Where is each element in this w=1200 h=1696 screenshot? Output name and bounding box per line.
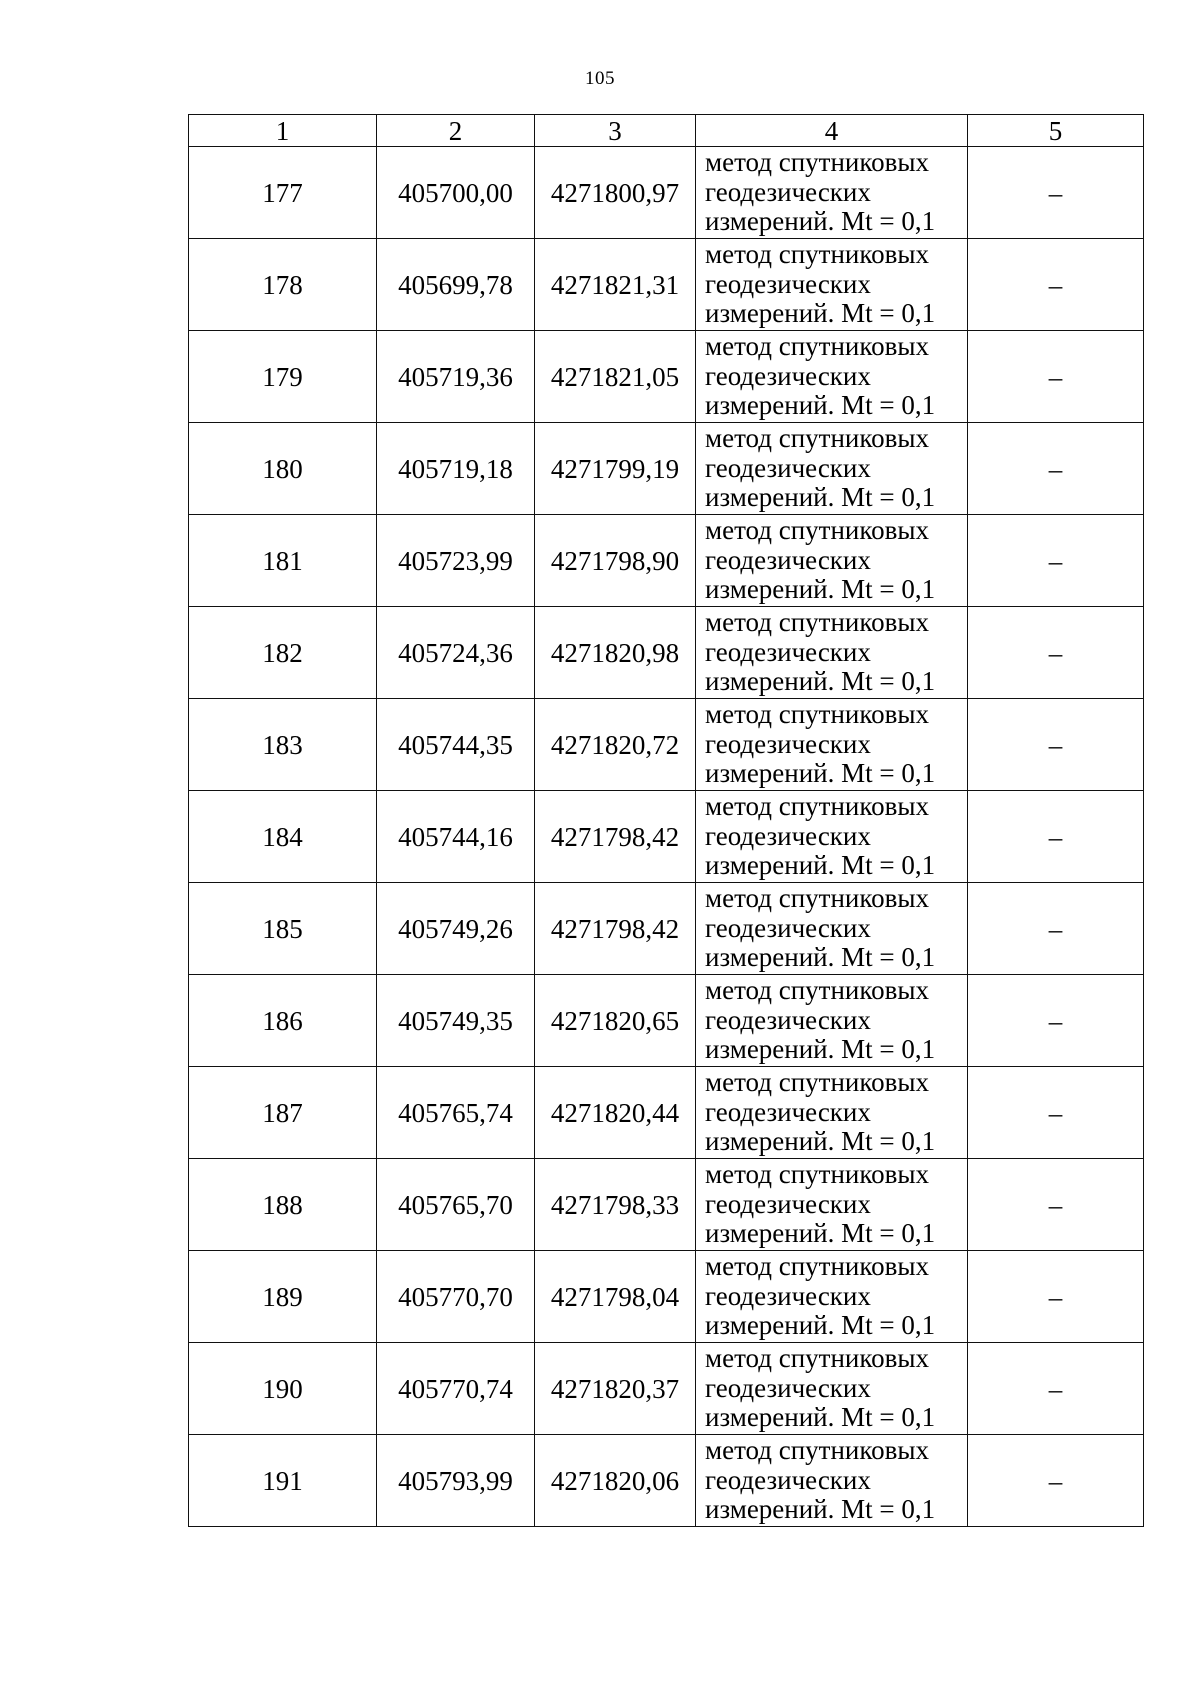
y-coordinate-cell: 4271798,04 <box>535 1251 696 1343</box>
method-cell <box>696 1343 968 1435</box>
x-coordinate-cell: 405700,00 <box>377 147 535 239</box>
method-text-line: геодезических <box>705 728 871 759</box>
table-row <box>189 1435 1144 1527</box>
method-text-line: измерений. Mt = 0,1 <box>705 206 936 237</box>
method-text-line: геодезических <box>705 1280 871 1311</box>
method-cell <box>696 1251 968 1343</box>
method-text-line: метод спутниковых <box>705 239 929 270</box>
method-text-line: метод спутниковых <box>705 515 929 546</box>
x-coordinate-cell: 405770,74 <box>377 1343 535 1435</box>
method-text-line: измерений. Mt = 0,1 <box>705 574 936 605</box>
point-number-cell: 178 <box>189 239 377 331</box>
method-text-line: измерений. Mt = 0,1 <box>705 850 936 881</box>
x-coordinate-cell: 405744,16 <box>377 791 535 883</box>
method-text-line: измерений. Mt = 0,1 <box>705 1310 936 1341</box>
y-coordinate-cell: 4271799,19 <box>535 423 696 515</box>
y-coordinate-cell: 4271821,05 <box>535 331 696 423</box>
description-cell: – <box>968 1435 1144 1527</box>
method-text-line: метод спутниковых <box>705 607 929 638</box>
y-coordinate-cell: 4271798,42 <box>535 883 696 975</box>
description-cell: – <box>968 883 1144 975</box>
x-coordinate-cell: 405749,35 <box>377 975 535 1067</box>
y-coordinate-cell: 4271798,33 <box>535 1159 696 1251</box>
column-header-5: 5 <box>968 115 1144 147</box>
column-header-2: 2 <box>377 115 535 147</box>
method-cell <box>696 515 968 607</box>
point-number-cell: 187 <box>189 1067 377 1159</box>
method-text-line: геодезических <box>705 452 871 483</box>
method-cell <box>696 1159 968 1251</box>
method-text-line: геодезических <box>705 360 871 391</box>
x-coordinate-cell: 405793,99 <box>377 1435 535 1527</box>
method-cell <box>696 331 968 423</box>
x-coordinate-cell: 405723,99 <box>377 515 535 607</box>
y-coordinate-cell: 4271820,06 <box>535 1435 696 1527</box>
point-number-cell: 184 <box>189 791 377 883</box>
method-text-line: метод спутниковых <box>705 1067 929 1098</box>
description-cell: – <box>968 975 1144 1067</box>
point-number-cell: 185 <box>189 883 377 975</box>
description-cell: – <box>968 1251 1144 1343</box>
method-text-line: метод спутниковых <box>705 423 929 454</box>
table-row <box>189 975 1144 1067</box>
point-number-cell: 188 <box>189 1159 377 1251</box>
method-text-line: геодезических <box>705 1004 871 1035</box>
method-text-line: геодезических <box>705 176 871 207</box>
table-row <box>189 239 1144 331</box>
description-cell: – <box>968 515 1144 607</box>
description-cell: – <box>968 1343 1144 1435</box>
point-number-cell: 183 <box>189 699 377 791</box>
method-text-line: измерений. Mt = 0,1 <box>705 942 936 973</box>
x-coordinate-cell: 405744,35 <box>377 699 535 791</box>
description-cell: – <box>968 423 1144 515</box>
method-text-line: метод спутниковых <box>705 883 929 914</box>
table-header-row <box>189 115 1144 147</box>
description-cell: – <box>968 331 1144 423</box>
method-cell <box>696 607 968 699</box>
method-cell <box>696 883 968 975</box>
method-text-line: геодезических <box>705 636 871 667</box>
method-text-line: измерений. Mt = 0,1 <box>705 1034 936 1065</box>
description-cell: – <box>968 791 1144 883</box>
y-coordinate-cell: 4271820,72 <box>535 699 696 791</box>
method-text-line: геодезических <box>705 912 871 943</box>
table-row <box>189 1067 1144 1159</box>
method-text-line: метод спутниковых <box>705 331 929 362</box>
point-number-cell: 189 <box>189 1251 377 1343</box>
method-text-line: измерений. Mt = 0,1 <box>705 482 936 513</box>
table-row <box>189 1343 1144 1435</box>
method-text-line: измерений. Mt = 0,1 <box>705 666 936 697</box>
method-text-line: геодезических <box>705 1372 871 1403</box>
x-coordinate-cell: 405770,70 <box>377 1251 535 1343</box>
method-text-line: метод спутниковых <box>705 791 929 822</box>
method-cell <box>696 423 968 515</box>
method-text-line: измерений. Mt = 0,1 <box>705 1494 936 1525</box>
description-cell: – <box>968 239 1144 331</box>
table-row <box>189 423 1144 515</box>
page-number: 105 <box>585 68 615 89</box>
method-text-line: измерений. Mt = 0,1 <box>705 1402 936 1433</box>
y-coordinate-cell: 4271820,44 <box>535 1067 696 1159</box>
method-cell <box>696 1435 968 1527</box>
method-text-line: измерений. Mt = 0,1 <box>705 1218 936 1249</box>
method-text-line: геодезических <box>705 1096 871 1127</box>
point-number-cell: 181 <box>189 515 377 607</box>
method-cell <box>696 699 968 791</box>
table-row <box>189 883 1144 975</box>
x-coordinate-cell: 405749,26 <box>377 883 535 975</box>
method-text-line: метод спутниковых <box>705 1159 929 1190</box>
point-number-cell: 190 <box>189 1343 377 1435</box>
point-number-cell: 179 <box>189 331 377 423</box>
method-text-line: метод спутниковых <box>705 699 929 730</box>
coordinates-table <box>188 114 1144 1527</box>
point-number-cell: 182 <box>189 607 377 699</box>
description-cell: – <box>968 699 1144 791</box>
table-row <box>189 607 1144 699</box>
x-coordinate-cell: 405765,70 <box>377 1159 535 1251</box>
y-coordinate-cell: 4271820,98 <box>535 607 696 699</box>
point-number-cell: 177 <box>189 147 377 239</box>
method-text-line: геодезических <box>705 820 871 851</box>
point-number-cell: 191 <box>189 1435 377 1527</box>
y-coordinate-cell: 4271798,90 <box>535 515 696 607</box>
x-coordinate-cell: 405765,74 <box>377 1067 535 1159</box>
method-text-line: измерений. Mt = 0,1 <box>705 1126 936 1157</box>
table-row <box>189 331 1144 423</box>
point-number-cell: 186 <box>189 975 377 1067</box>
description-cell: – <box>968 1067 1144 1159</box>
x-coordinate-cell: 405719,18 <box>377 423 535 515</box>
x-coordinate-cell: 405719,36 <box>377 331 535 423</box>
y-coordinate-cell: 4271798,42 <box>535 791 696 883</box>
method-cell <box>696 791 968 883</box>
method-text-line: геодезических <box>705 268 871 299</box>
method-text-line: метод спутниковых <box>705 1435 929 1466</box>
method-text-line: метод спутниковых <box>705 975 929 1006</box>
table-row <box>189 515 1144 607</box>
method-text-line: измерений. Mt = 0,1 <box>705 390 936 421</box>
table-row <box>189 791 1144 883</box>
method-text-line: геодезических <box>705 544 871 575</box>
table-row <box>189 1159 1144 1251</box>
method-text-line: геодезических <box>705 1188 871 1219</box>
table-row <box>189 147 1144 239</box>
method-cell <box>696 147 968 239</box>
method-text-line: метод спутниковых <box>705 1251 929 1282</box>
method-text-line: метод спутниковых <box>705 147 929 178</box>
description-cell: – <box>968 1159 1144 1251</box>
method-cell <box>696 239 968 331</box>
column-header-1: 1 <box>189 115 377 147</box>
x-coordinate-cell: 405724,36 <box>377 607 535 699</box>
column-header-4: 4 <box>696 115 968 147</box>
column-header-3: 3 <box>535 115 696 147</box>
table-row <box>189 1251 1144 1343</box>
method-text-line: измерений. Mt = 0,1 <box>705 758 936 789</box>
x-coordinate-cell: 405699,78 <box>377 239 535 331</box>
y-coordinate-cell: 4271820,65 <box>535 975 696 1067</box>
method-cell <box>696 975 968 1067</box>
table-body <box>189 147 1144 1527</box>
method-text-line: геодезических <box>705 1464 871 1495</box>
y-coordinate-cell: 4271820,37 <box>535 1343 696 1435</box>
point-number-cell: 180 <box>189 423 377 515</box>
description-cell: – <box>968 607 1144 699</box>
y-coordinate-cell: 4271800,97 <box>535 147 696 239</box>
method-cell <box>696 1067 968 1159</box>
method-text-line: метод спутниковых <box>705 1343 929 1374</box>
table-row <box>189 699 1144 791</box>
method-text-line: измерений. Mt = 0,1 <box>705 298 936 329</box>
y-coordinate-cell: 4271821,31 <box>535 239 696 331</box>
description-cell: – <box>968 147 1144 239</box>
